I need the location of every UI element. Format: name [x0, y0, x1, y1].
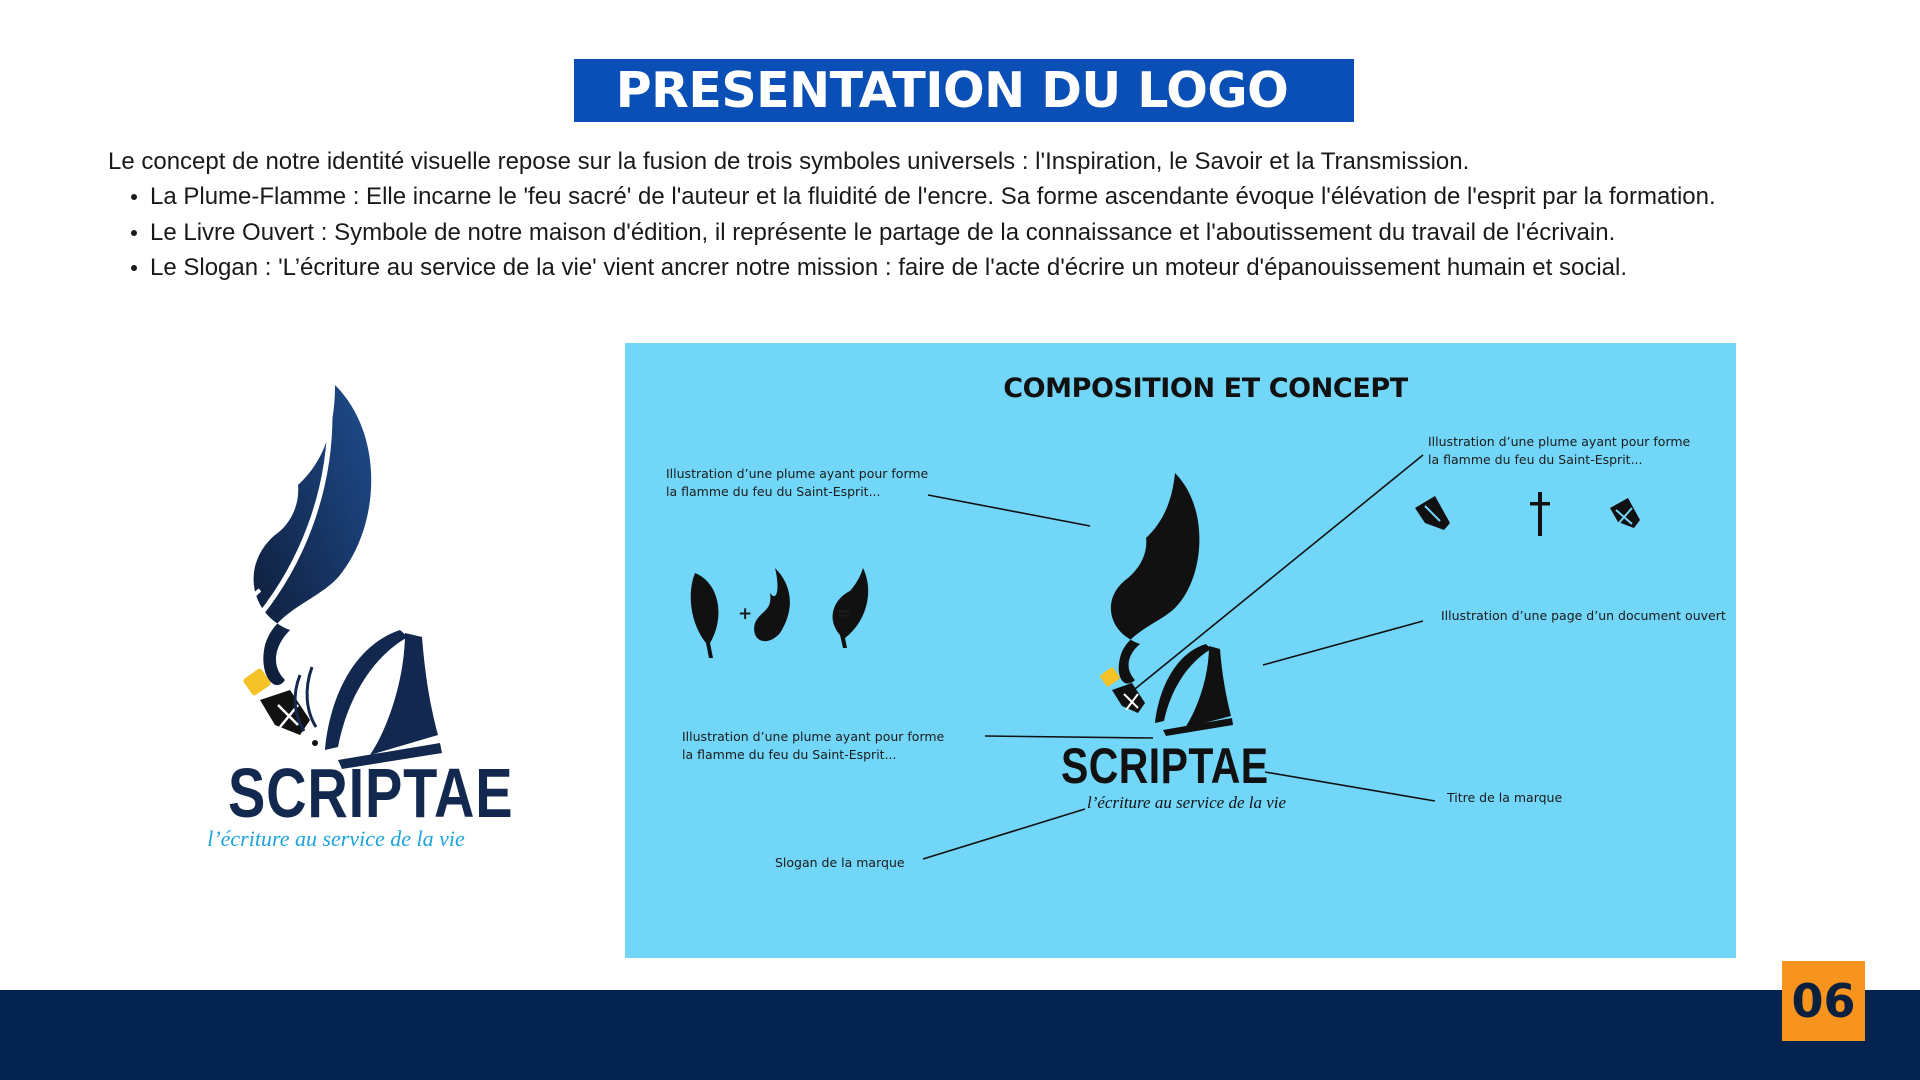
- pen-nib-icon: [1415, 496, 1450, 530]
- annotation-plume-top-right: Illustration d’une plume ayant pour forme la flamme du feu du Saint-Esprit...: [1428, 434, 1691, 467]
- feather-icon: [691, 573, 719, 658]
- page-title: PRESENTATION DU LOGO: [615, 62, 1289, 119]
- feather-flame-icon: [1111, 473, 1200, 684]
- annotation-brand-title: Titre de la marque: [1447, 790, 1563, 805]
- page-number-badge: 06: [1782, 961, 1865, 1041]
- annotation-page: Illustration d’une page d’un document ouvert: [1441, 608, 1726, 623]
- annotation-slogan: Slogan de la marque: [775, 855, 905, 870]
- footer-bar: [0, 990, 1920, 1080]
- bullet-livre-ouvert: Le Livre Ouvert : Symbole de notre maison d'édition, il représente le partage de la connaissance et l'aboutissement du travail de l'écrivain.: [108, 215, 1908, 251]
- annotation-plume-top-left: Illustration d’une plume ayant pour forme la flamme du feu du Saint-Esprit...: [666, 466, 929, 499]
- bullet-plume-flamme: La Plume-Flamme : Elle incarne le 'feu sacré' de l'auteur et la fluidité de l'encre. Sa forme ascendante évoque l'élévation de l'esprit par la formation.: [108, 179, 1908, 215]
- equation-plus: +: [738, 604, 753, 624]
- equation-equals: =: [837, 604, 852, 624]
- feather-flame-icon: [245, 385, 371, 685]
- symbol-icons-row: [1410, 488, 1660, 548]
- annotation-plume-bottom-left: Illustration d’une plume ayant pour forme la flamme du feu du Saint-Esprit...: [682, 729, 945, 762]
- open-book-icon: [295, 630, 442, 769]
- feather-flame-equation: [685, 563, 885, 663]
- open-book-icon: [1155, 644, 1233, 736]
- concept-bullet-list: [108, 179, 1908, 286]
- flame-icon: [754, 568, 790, 641]
- composition-panel: [625, 343, 1736, 958]
- scriptae-logo-black: [1060, 468, 1270, 738]
- pen-nib-icon: [1112, 683, 1145, 713]
- pen-nib-cross-icon: [1610, 498, 1640, 528]
- intro-paragraph: Le concept de notre identité visuelle repose sur la fusion de trois symboles universels : l'Inspiration, le Savoir et la Transmission.: [108, 148, 1470, 175]
- brand-name-center: SCRIPTAE: [1061, 738, 1269, 794]
- title-banner: [574, 59, 1354, 122]
- brand-slogan-center: l’écriture au service de la vie: [1087, 793, 1287, 812]
- brand-name-logo: SCRIPTAE: [228, 754, 514, 832]
- brand-slogan-logo: l’écriture au service de la vie: [207, 826, 465, 851]
- bullet-slogan: Le Slogan : 'L’écriture au service de la vie' vient ancrer notre mission : faire de l'acte d'écrire un moteur d'épanouissement humain et social.: [108, 250, 1908, 286]
- cross-icon: [1530, 492, 1550, 536]
- panel-title: COMPOSITION ET CONCEPT: [1003, 373, 1408, 404]
